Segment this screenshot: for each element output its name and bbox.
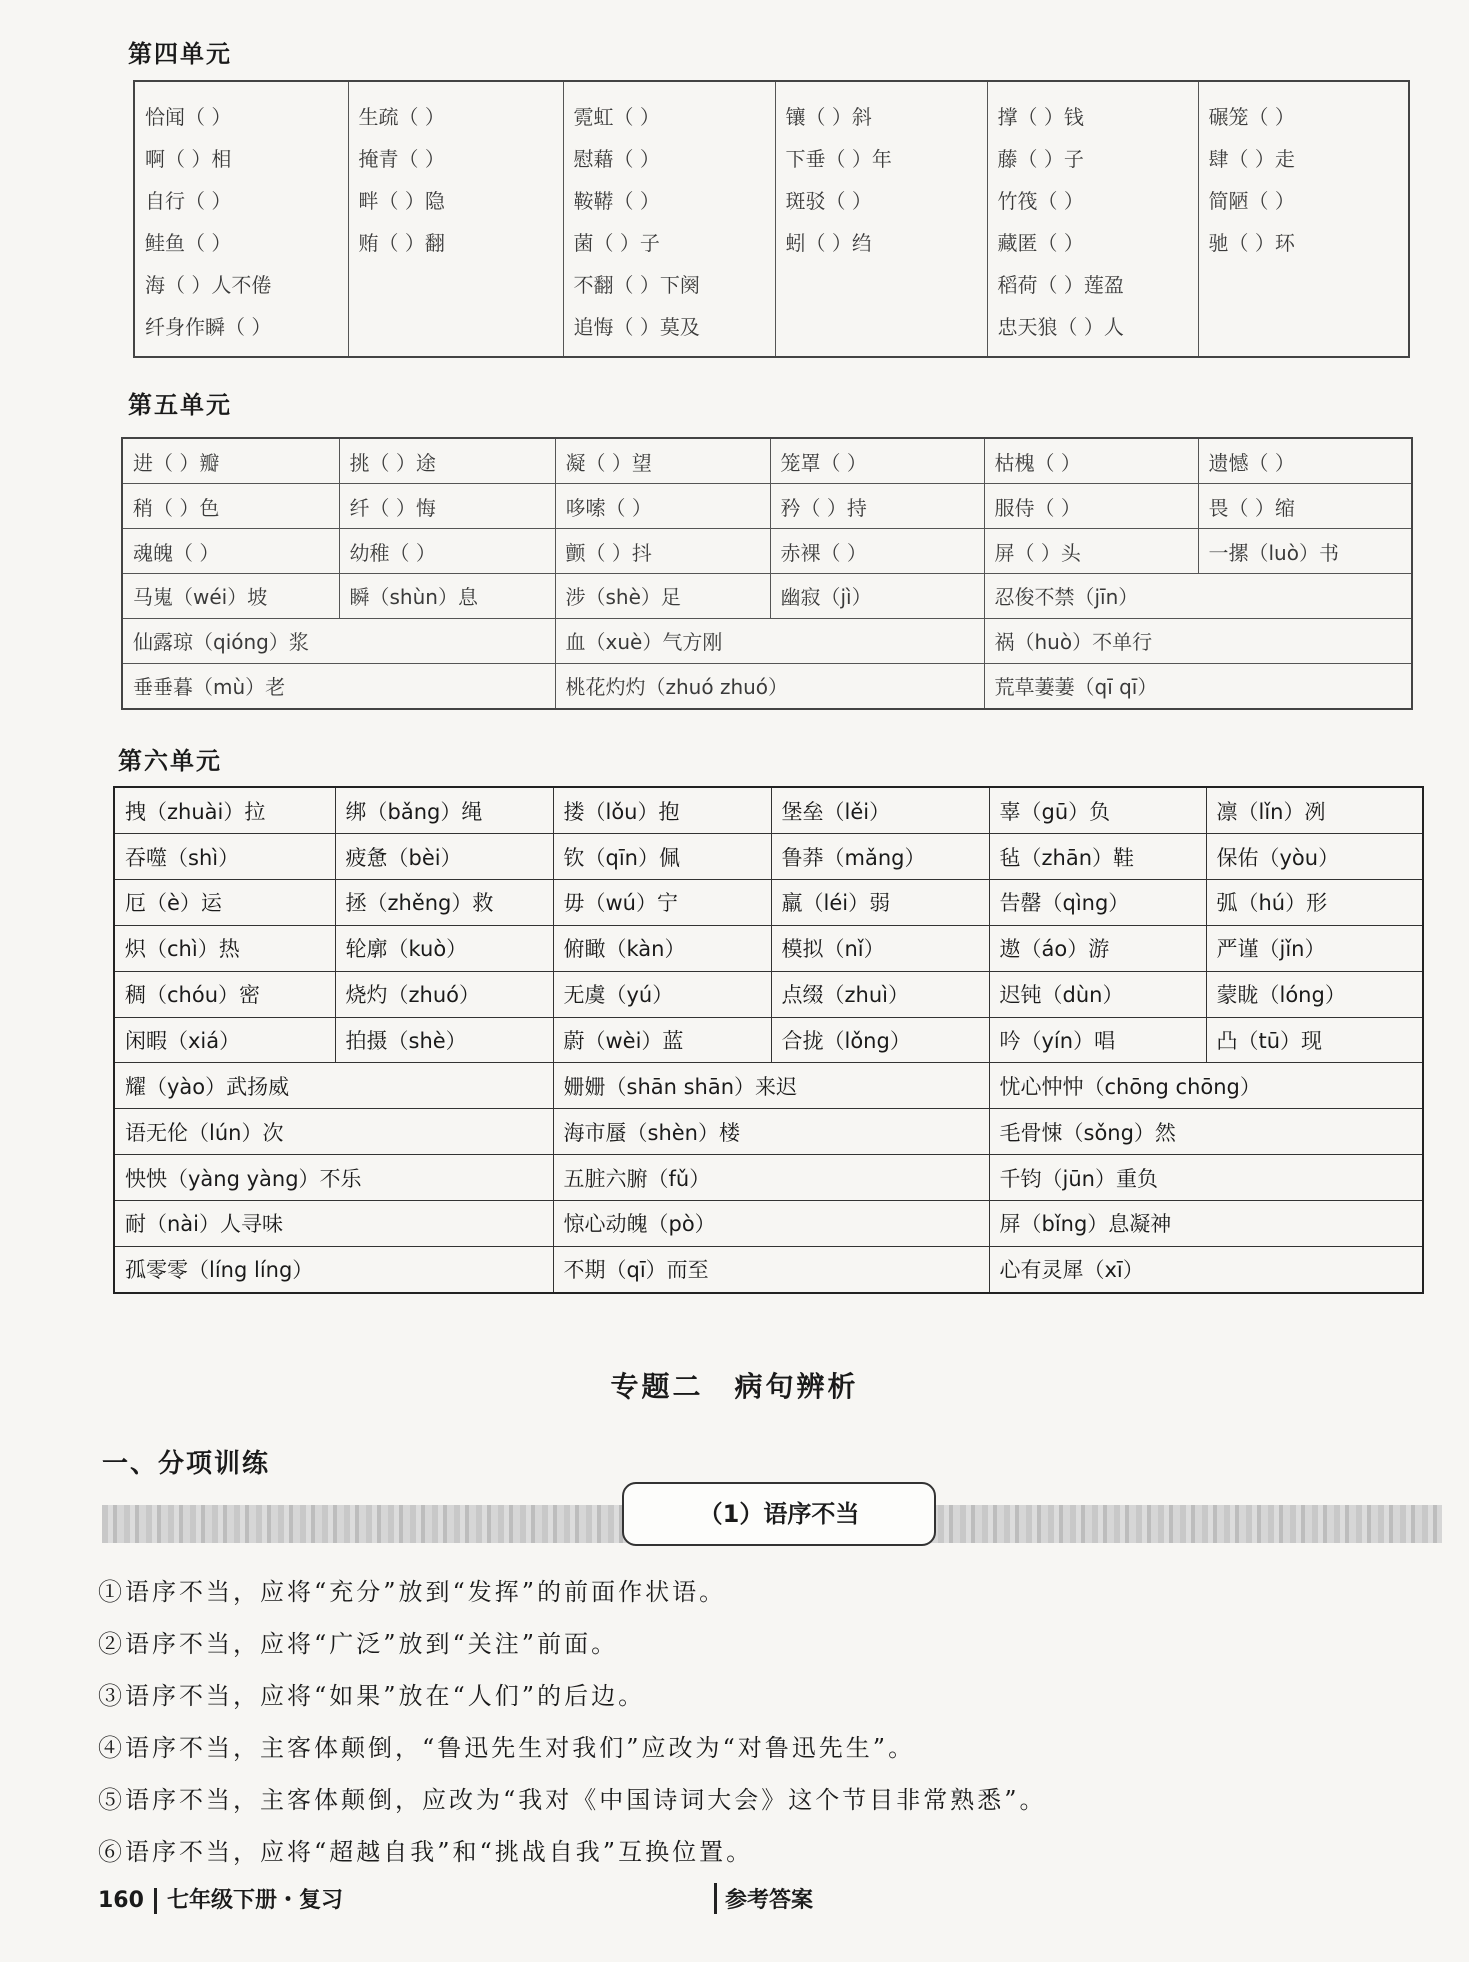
unit4-word: 简陋（ ） — [1208, 189, 1295, 213]
unit5-table — [121, 437, 1413, 710]
unit5-title: 第五单元 — [128, 391, 232, 419]
unit6-row — [114, 787, 1423, 834]
unit6-cell: 无虞（yú） — [553, 971, 771, 1017]
unit6-cell: 忧心忡忡（chōng chōng） — [989, 1063, 1423, 1109]
unit5-cell: 垂垂暮（mù）老 — [122, 663, 555, 709]
unit4-word: 下垂（ ）年 — [785, 147, 892, 171]
unit6-cell: 疲惫（bèi） — [335, 834, 553, 880]
unit6-cell: 千钧（jūn）重负 — [989, 1155, 1423, 1201]
unit6-cell: 拍摄（shè） — [335, 1017, 553, 1063]
unit5-cell: 一摞（luò）书 — [1198, 529, 1412, 574]
unit6-row — [114, 971, 1423, 1017]
unit6-cell: 弧（hú）形 — [1206, 879, 1423, 925]
unit6-cell: 耐（nài）人寻味 — [114, 1200, 553, 1246]
answer-item: ④语序不当，主客体颠倒，“鲁迅先生对我们”应改为“对鲁迅先生”。 — [98, 1734, 916, 1762]
unit5-cell: 忍俊不禁（jīn） — [984, 573, 1412, 618]
unit4-word: 镶（ ）斜 — [785, 105, 872, 129]
unit4-word: 贿（ ）翻 — [358, 231, 445, 255]
unit4-word: 掩青（ ） — [358, 147, 445, 171]
unit6-row — [114, 1200, 1423, 1246]
unit6-cell: 语无伦（lún）次 — [114, 1109, 553, 1155]
unit4-word: 纤身作瞬（ ） — [145, 315, 272, 339]
unit6-cell: 轮廓（kuò） — [335, 925, 553, 971]
unit5-cell: 幽寂（jì） — [770, 573, 984, 618]
unit4-word: 竹筏（ ） — [997, 189, 1084, 213]
unit6-cell: 心有灵犀（xī） — [989, 1246, 1423, 1293]
unit6-cell: 屏（bǐng）息凝神 — [989, 1200, 1423, 1246]
unit5-cell: 祸（huò）不单行 — [984, 618, 1412, 663]
unit4-word: 忠天狼（ ）人 — [997, 315, 1124, 339]
unit4-col-3 — [563, 81, 775, 357]
unit6-cell: 蔚（wèi）蓝 — [553, 1017, 771, 1063]
footer-left — [98, 1883, 343, 1914]
unit6-row — [114, 834, 1423, 880]
answer-item: ①语序不当，应将“充分”放到“发挥”的前面作状语。 — [98, 1578, 727, 1606]
unit4-word: 藤（ ）子 — [997, 147, 1084, 171]
answer-item: ⑥语序不当，应将“超越自我”和“挑战自我”互换位置。 — [98, 1838, 754, 1866]
unit5-cell: 屏（ ）头 — [984, 529, 1198, 574]
unit6-row — [114, 1109, 1423, 1155]
unit4-word: 鲑鱼（ ） — [145, 231, 232, 255]
unit6-title: 第六单元 — [118, 747, 222, 775]
unit4-word: 畔（ ）隐 — [358, 189, 445, 213]
unit6-cell: 耀（yào）武扬威 — [114, 1063, 553, 1109]
unit6-cell: 辜（gū）负 — [989, 787, 1206, 834]
unit6-cell: 蒙眬（lóng） — [1206, 971, 1423, 1017]
unit6-cell: 保佑（yòu） — [1206, 834, 1423, 880]
unit5-row — [122, 438, 1412, 484]
unit6-cell: 闲暇（xiá） — [114, 1017, 335, 1063]
unit6-cell: 海市蜃（shèn）楼 — [553, 1109, 989, 1155]
unit4-word: 海（ ）人不倦 — [145, 273, 272, 297]
unit6-cell: 钦（qīn）佩 — [553, 834, 771, 880]
answer-item: ③语序不当，应将“如果”放在“人们”的后边。 — [98, 1682, 646, 1710]
unit6-cell: 五脏六腑（fǔ） — [553, 1155, 989, 1201]
unit5-cell: 矜（ ）持 — [770, 484, 984, 529]
unit5-cell: 畏（ ）缩 — [1198, 484, 1412, 529]
book-label: 七年级下册・复习 — [166, 1888, 343, 1913]
unit4-word: 菌（ ）子 — [573, 231, 660, 255]
unit4-word: 不翻（ ）下阕 — [573, 273, 700, 297]
unit6-cell: 鲁莽（mǎng） — [771, 834, 989, 880]
unit4-word: 霓虹（ ） — [573, 105, 660, 129]
part-title: 一、分项训练 — [102, 1449, 271, 1479]
unit5-cell: 桃花灼灼（zhuó zhuó） — [555, 663, 984, 709]
unit6-cell: 惊心动魄（pò） — [553, 1200, 989, 1246]
unit6-cell: 模拟（nǐ） — [771, 925, 989, 971]
unit6-cell: 堡垒（lěi） — [771, 787, 989, 834]
unit5-cell: 笼罩（ ） — [770, 438, 984, 484]
unit4-table — [133, 80, 1410, 358]
unit5-cell: 马嵬（wéi）坡 — [122, 573, 339, 618]
unit6-cell: 绑（bǎng）绳 — [335, 787, 553, 834]
unit5-cell: 涉（shè）足 — [555, 573, 770, 618]
unit6-cell: 吟（yín）唱 — [989, 1017, 1206, 1063]
unit6-cell: 遨（áo）游 — [989, 925, 1206, 971]
unit5-cell: 荒草萋萋（qī qī） — [984, 663, 1412, 709]
unit4-word: 自行（ ） — [145, 189, 232, 213]
unit4-col-4 — [775, 81, 987, 357]
unit6-cell: 烧灼（zhuó） — [335, 971, 553, 1017]
unit4-word: 撑（ ）钱 — [997, 105, 1084, 129]
unit6-cell: 凸（tū）现 — [1206, 1017, 1423, 1063]
unit6-row — [114, 879, 1423, 925]
unit6-cell: 搂（lǒu）抱 — [553, 787, 771, 834]
unit6-cell: 合拢（lǒng） — [771, 1017, 989, 1063]
unit4-word: 斑驳（ ） — [785, 189, 872, 213]
unit6-cell: 毡（zhān）鞋 — [989, 834, 1206, 880]
unit6-cell: 告罄（qìng） — [989, 879, 1206, 925]
unit4-word: 肆（ ）走 — [1208, 147, 1295, 171]
unit6-cell: 羸（léi）弱 — [771, 879, 989, 925]
unit6-cell: 孤零零（líng líng） — [114, 1246, 553, 1293]
unit6-cell: 厄（è）运 — [114, 879, 335, 925]
unit5-cell: 枯槐（ ） — [984, 438, 1198, 484]
unit5-cell: 赤裸（ ） — [770, 529, 984, 574]
unit4-word: 慰藉（ ） — [573, 147, 660, 171]
unit6-cell: 点缀（zhuì） — [771, 971, 989, 1017]
subsection-label: （1）语序不当 — [622, 1482, 936, 1546]
answer-list — [98, 1568, 1047, 1880]
unit5-cell: 凝（ ）望 — [555, 438, 770, 484]
unit4-word: 追悔（ ）莫及 — [573, 315, 700, 339]
unit6-cell: 迟钝（dùn） — [989, 971, 1206, 1017]
unit5-cell: 挑（ ）途 — [339, 438, 555, 484]
unit4-word: 生疏（ ） — [358, 105, 445, 129]
page-number: 160 — [98, 1888, 144, 1913]
unit6-row — [114, 1246, 1423, 1293]
unit4-word: 稻荷（ ）莲盈 — [997, 273, 1124, 297]
unit5-cell: 幼稚（ ） — [339, 529, 555, 574]
footer-right: 参考答案 — [714, 1883, 813, 1914]
unit4-word: 恰闻（ ） — [145, 105, 232, 129]
unit4-col-2 — [348, 81, 563, 357]
unit6-cell: 毋（wú）宁 — [553, 879, 771, 925]
unit5-cell: 魂魄（ ） — [122, 529, 339, 574]
unit6-cell: 怏怏（yàng yàng）不乐 — [114, 1155, 553, 1201]
unit5-cell: 稍（ ）色 — [122, 484, 339, 529]
unit5-row — [122, 663, 1412, 709]
unit4-title: 第四单元 — [128, 40, 232, 68]
unit5-cell: 血（xuè）气方刚 — [555, 618, 984, 663]
answer-item: ②语序不当，应将“广泛”放到“关注”前面。 — [98, 1630, 619, 1658]
unit5-row — [122, 618, 1412, 663]
unit6-cell: 毛骨悚（sǒng）然 — [989, 1109, 1423, 1155]
unit4-word: 藏匿（ ） — [997, 231, 1084, 255]
unit6-cell: 俯瞰（kàn） — [553, 925, 771, 971]
unit4-col-6 — [1198, 81, 1409, 357]
answer-item: ⑤语序不当，主客体颠倒，应改为“我对《中国诗词大会》这个节目非常熟悉”。 — [98, 1786, 1047, 1814]
unit6-cell: 凛（lǐn）冽 — [1206, 787, 1423, 834]
section-title: 专题二 病句辨析 — [610, 1370, 859, 1403]
unit5-cell: 进（ ）瓣 — [122, 438, 339, 484]
unit4-word: 碾笼（ ） — [1208, 105, 1295, 129]
unit6-table — [113, 786, 1424, 1294]
unit5-row — [122, 484, 1412, 529]
unit4-word: 啊（ ）相 — [145, 147, 232, 171]
unit6-cell: 严谨（jǐn） — [1206, 925, 1423, 971]
footer-divider — [154, 1888, 157, 1914]
unit5-cell: 瞬（shùn）息 — [339, 573, 555, 618]
unit4-col-1 — [134, 81, 348, 357]
unit6-cell: 稠（chóu）密 — [114, 971, 335, 1017]
unit5-row — [122, 529, 1412, 574]
unit4-word: 驰（ ）环 — [1208, 231, 1295, 255]
unit5-cell: 颤（ ）抖 — [555, 529, 770, 574]
unit5-cell: 遗憾（ ） — [1198, 438, 1412, 484]
unit6-cell: 拽（zhuài）拉 — [114, 787, 335, 834]
unit6-row — [114, 1063, 1423, 1109]
unit5-cell: 哆嗦（ ） — [555, 484, 770, 529]
unit4-col-5 — [987, 81, 1198, 357]
unit6-cell: 拯（zhěng）救 — [335, 879, 553, 925]
unit5-cell: 纤（ ）悔 — [339, 484, 555, 529]
unit6-cell: 姗姗（shān shān）来迟 — [553, 1063, 989, 1109]
unit6-row — [114, 1017, 1423, 1063]
unit5-cell: 仙露琼（qióng）浆 — [122, 618, 555, 663]
unit5-cell: 服侍（ ） — [984, 484, 1198, 529]
unit6-cell: 不期（qī）而至 — [553, 1246, 989, 1293]
unit6-row — [114, 925, 1423, 971]
unit6-cell: 吞噬（shì） — [114, 834, 335, 880]
unit4-word: 蚓（ ）绉 — [785, 231, 872, 255]
unit6-cell: 炽（chì）热 — [114, 925, 335, 971]
unit4-word: 鞍鞯（ ） — [573, 189, 660, 213]
unit6-row — [114, 1155, 1423, 1201]
unit5-row — [122, 573, 1412, 618]
